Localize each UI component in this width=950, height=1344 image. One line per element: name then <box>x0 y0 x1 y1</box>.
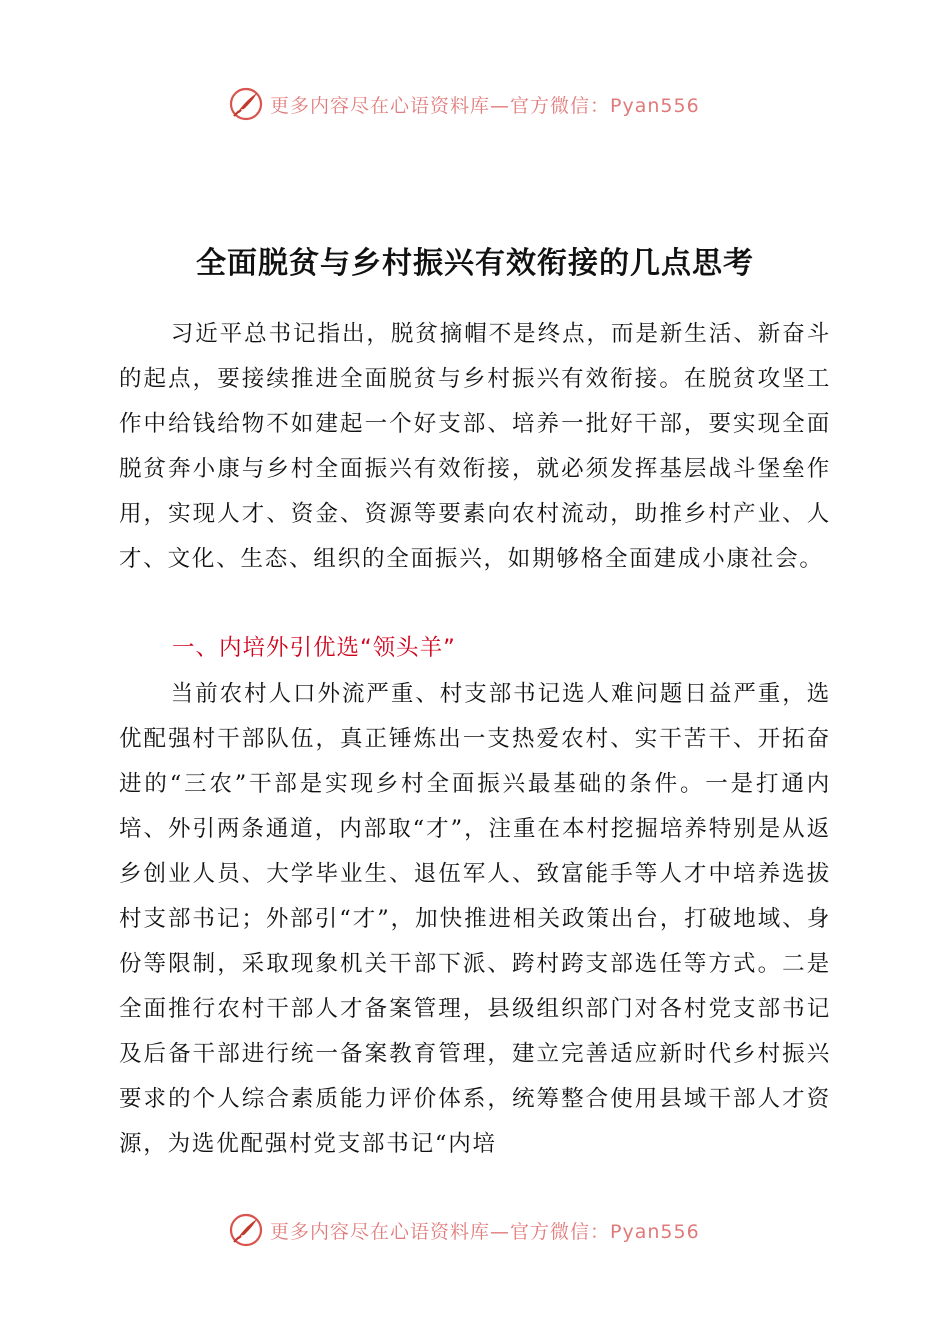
section-heading-1: 一、内培外引优选“领头羊” <box>172 635 456 661</box>
paragraph-section-1: 当前农村人口外流严重、村支部书记选人难问题日益严重，选优配强村干部队伍，真正锤炼出一支热爱农村、实干苦干、开拓奋进的“三农”干部是实现乡村全面振兴最基础的条件。一是打通内培、外引两条通道，内部取“才”，注重在本村挖掘培养特别是从返乡创业人员、大学毕业生、退伍军人、致富能手等人才中培养选拔村支部书记；外部引“才”，加快推进相关政策出台，打破地域、身份等限制，采取现象机关干部下派、跨村跨支部选任等方式。二是全面推行农村干部人才备案管理，县级组织部门对各村党支部书记及后备干部进行统一备案教育管理，建立完善适应新时代乡村振兴要求的个人综合素质能力评价体系，统筹整合使用县域干部人才资源，为选优配强村党支部书记“内培 <box>119 681 831 1157</box>
watermark-text: 更多内容尽在心语资料库—官方微信：Pyan556 <box>270 94 700 117</box>
quill-pen-logo-icon <box>228 1212 264 1248</box>
watermark-footer <box>228 1212 748 1248</box>
quill-pen-logo-icon <box>228 86 264 122</box>
watermark-header <box>228 86 748 122</box>
paragraph-intro: 习近平总书记指出，脱贫摘帽不是终点，而是新生活、新奋斗的起点，要接续推进全面脱贫与乡村振兴有效衔接。在脱贫攻坚工作中给钱给物不如建起一个好支部、培养一批好干部，要实现全面脱贫奔小康与乡村全面振兴有效衔接，就必须发挥基层战斗堡垒作用，实现人才、资金、资源等要素向农村流动，助推乡村产业、人才、文化、生态、组织的全面振兴，如期够格全面建成小康社会。 <box>119 321 831 572</box>
document-title: 全面脱贫与乡村振兴有效衔接的几点思考 <box>196 246 754 281</box>
watermark-text: 更多内容尽在心语资料库—官方微信：Pyan556 <box>270 1220 700 1243</box>
